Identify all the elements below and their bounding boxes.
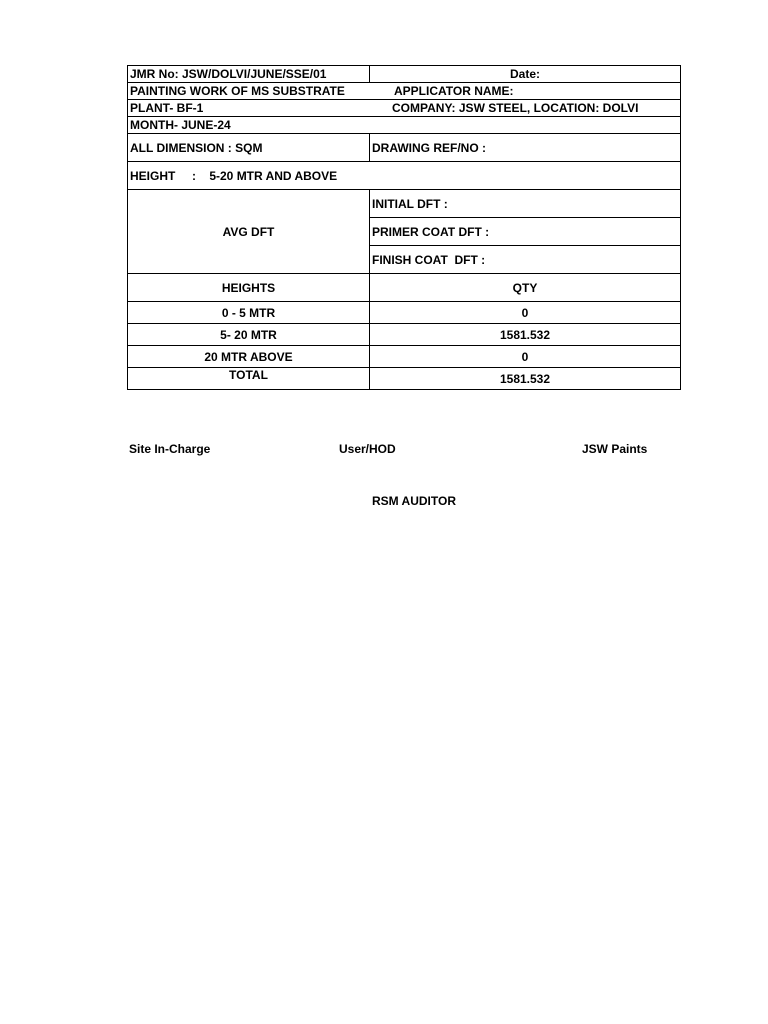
company-location: COMPANY: JSW STEEL, LOCATION: DOLVI [392, 101, 639, 115]
table-row [128, 66, 681, 83]
avg-dft-label: AVG DFT [128, 190, 370, 274]
work-description: PAINTING WORK OF MS SUBSTRATE [130, 84, 345, 98]
qty-column-header: QTY [370, 274, 681, 302]
height-cell: 20 MTR ABOVE [128, 346, 370, 368]
total-qty: 1581.532 [370, 368, 681, 390]
jmr-number: JMR No: JSW/DOLVI/JUNE/SSE/01 [128, 66, 370, 83]
table-row [128, 83, 681, 100]
applicator-name-label: APPLICATOR NAME: [394, 84, 514, 98]
user-hod-signature: User/HOD [339, 442, 396, 456]
table-row [128, 162, 681, 190]
qty-cell: 0 [370, 346, 681, 368]
drawing-ref-label: DRAWING REF/NO : [370, 134, 681, 162]
dimension-unit: ALL DIMENSION : SQM [128, 134, 370, 162]
total-label: TOTAL [128, 368, 370, 390]
table-row [128, 117, 681, 134]
date-label: Date: [370, 66, 681, 83]
height-cell: 5- 20 MTR [128, 324, 370, 346]
jsw-paints-signature: JSW Paints [582, 442, 648, 456]
table-row [128, 346, 681, 368]
table-row [128, 190, 681, 218]
site-in-charge-signature: Site In-Charge [129, 442, 211, 456]
qty-cell: 0 [370, 302, 681, 324]
table-row [128, 134, 681, 162]
work-row [128, 83, 681, 100]
plant: PLANT- BF-1 [130, 101, 204, 115]
primer-coat-dft-label: PRIMER COAT DFT : [370, 218, 681, 246]
table-row [128, 302, 681, 324]
table-row [128, 274, 681, 302]
table-row [128, 368, 681, 390]
month: MONTH- JUNE-24 [128, 117, 681, 134]
table-row [128, 100, 681, 117]
heights-column-header: HEIGHTS [128, 274, 370, 302]
rsm-auditor-signature: RSM AUDITOR [372, 494, 456, 508]
plant-row [128, 100, 681, 117]
initial-dft-label: INITIAL DFT : [370, 190, 681, 218]
finish-coat-dft-label: FINISH COAT DFT : [370, 246, 681, 274]
table-row [128, 324, 681, 346]
qty-cell: 1581.532 [370, 324, 681, 346]
height-range: HEIGHT : 5-20 MTR AND ABOVE [128, 162, 681, 190]
height-cell: 0 - 5 MTR [128, 302, 370, 324]
jmr-table [127, 65, 681, 390]
